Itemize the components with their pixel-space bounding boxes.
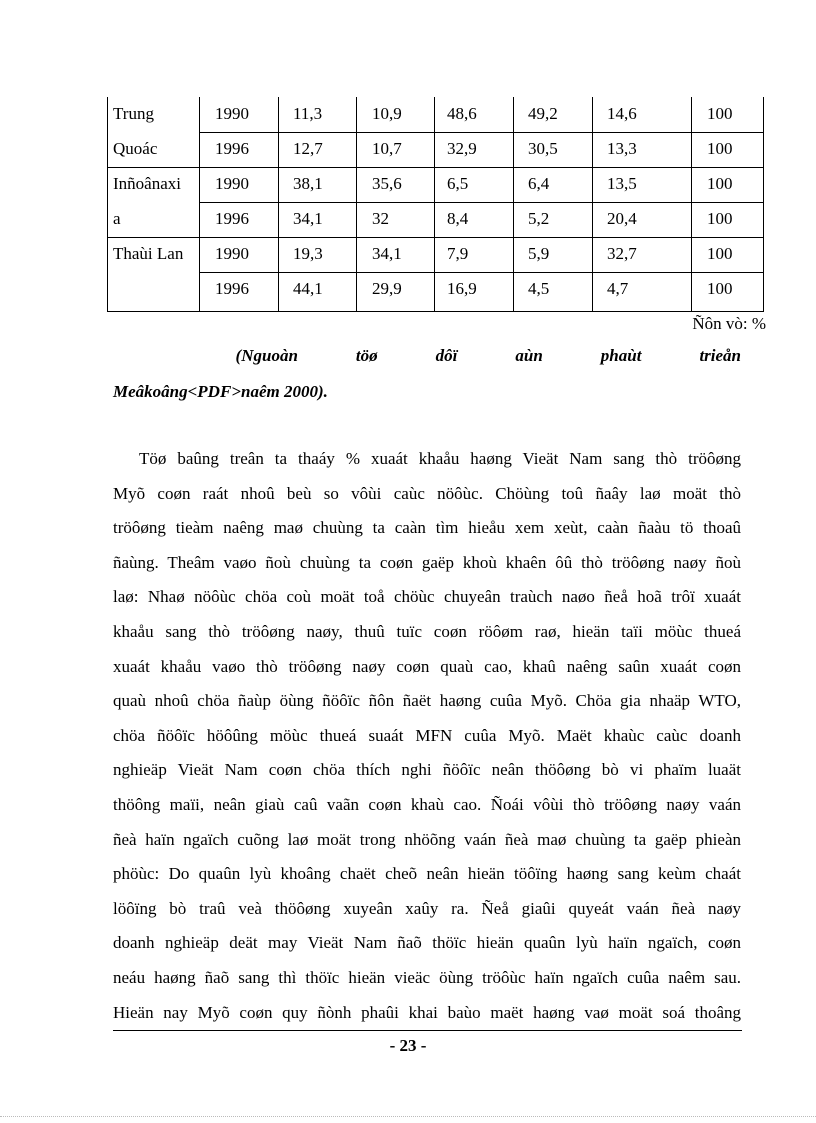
table-cell: 44,1 <box>293 279 323 298</box>
table-cell: 100 <box>707 104 733 123</box>
table-cell: 29,9 <box>372 279 402 298</box>
table-cell: 32,7 <box>607 244 637 263</box>
table-cell: 38,1 <box>293 174 323 193</box>
table-cell: 1990 <box>215 174 249 193</box>
table-cell: 16,9 <box>447 279 477 298</box>
table-cell: 1990 <box>215 104 249 123</box>
paragraph-line: doanh nghieäp deät may Vieät Nam ñaõ thöïc hieän quaûn lyù haïn ngaïch, coøn <box>113 933 741 953</box>
source-word: dôï <box>435 346 458 365</box>
table-cell: 1990 <box>215 244 249 263</box>
paragraph-line: phöùc: Do quaûn lyù khoâng chaët cheõ neân hieän töôïng haøng sang keùm chaát <box>113 864 741 884</box>
table-cell: 19,3 <box>293 244 323 263</box>
table-country-cell: Thaùi Lan <box>113 244 184 263</box>
source-citation-line1 <box>113 346 741 370</box>
source-word: töø <box>355 346 378 365</box>
table-cell: 100 <box>707 139 733 158</box>
table-cell: 100 <box>707 209 733 228</box>
paragraph-line: Hieän nay Myõ coøn quy ñònh phaûi khai baùo maët haøng vaø moät soá thoâng <box>113 1002 741 1022</box>
table-column-border <box>691 97 692 312</box>
table-cell: 20,4 <box>607 209 637 228</box>
paragraph-line: löôïng bò traû veà thöôøng xuyeân xaûy ra. Ñeå giaûi quyeát vaán ñeà naøy <box>113 898 741 918</box>
table-cell: 13,5 <box>607 174 637 193</box>
table-cell: 34,1 <box>372 244 402 263</box>
table-row-border <box>107 237 764 238</box>
table-country-cell: Inñoânaxi <box>113 174 181 193</box>
table-cell: 1996 <box>215 139 249 158</box>
table-cell: 48,6 <box>447 104 477 123</box>
unit-note: Ñôn vò: % <box>692 314 766 333</box>
table-row-border <box>107 311 764 312</box>
table-cell: 4,5 <box>528 279 550 298</box>
paragraph-line: ñaùng. Theâm vaøo ñoù chuùng ta coøn gaëp khoù khaên ôû thò tröôøng naøy ñoù <box>113 552 741 572</box>
table-cell: 8,4 <box>447 209 469 228</box>
paragraph-line: quaù nhoû chöa ñaùp öùng ñöôïc ñôn ñaët haøng cuûa Myõ. Chöa gia nhaäp WTO, <box>113 691 741 711</box>
table-cell: 5,2 <box>528 209 550 228</box>
footer-rule <box>113 1030 742 1031</box>
table-cell: 10,9 <box>372 104 402 123</box>
table-column-border <box>763 97 764 312</box>
table-cell: 11,3 <box>293 104 323 123</box>
page-number: - 23 - <box>389 1036 427 1055</box>
table-cell: 32 <box>372 209 389 228</box>
table-cell: 100 <box>707 279 733 298</box>
table-column-border <box>356 97 357 312</box>
table-row-border <box>199 272 764 273</box>
table-cell: 100 <box>707 244 733 263</box>
table-column-border <box>107 97 108 312</box>
paragraph-line: khaåu sang thò tröôøng naøy, thuû tuïc coøn röôøm raø, hieän taïi möùc thueá <box>113 621 741 641</box>
paragraph-line: ñeà haïn ngaïch cuõng laø moät trong nhöõng vaán ñeà maø chuùng ta gaëp phieàn <box>113 829 741 849</box>
paragraph-line: nghieäp Vieät Nam coøn chöa thích nghi ñöôïc neân thöôøng bò vi phaïm luaät <box>113 760 741 780</box>
table-cell: 5,9 <box>528 244 550 263</box>
table-column-border <box>434 97 435 312</box>
paragraph-line: Myõ coøn raát nhoû beù so vôùi caùc nöôùc. Chöùng toû ñaây laø moät thò <box>113 483 741 503</box>
table-country-cell: Quoác <box>113 139 158 158</box>
table-column-border <box>513 97 514 312</box>
page-bottom-edge <box>0 1116 816 1117</box>
table-cell: 1996 <box>215 279 249 298</box>
table-cell: 32,9 <box>447 139 477 158</box>
table-row-border <box>199 132 764 133</box>
table-cell: 14,6 <box>607 104 637 123</box>
table-cell: 100 <box>707 174 733 193</box>
paragraph-line: tröôøng tieàm naêng maø chuùng ta caàn tìm hieåu xem xeùt, caàn ñaàu tö thoaû <box>113 518 741 538</box>
table-cell: 4,7 <box>607 279 629 298</box>
table-cell: 12,7 <box>293 139 323 158</box>
table-cell: 35,6 <box>372 174 402 193</box>
table-cell: 30,5 <box>528 139 558 158</box>
table-cell: 10,7 <box>372 139 402 158</box>
paragraph-line: thöông maïi, neân giaù caû vaãn coøn khaù cao. Ñoái vôùi thò tröôøng naøy vaán <box>113 794 741 814</box>
source-word: trieån <box>699 346 741 365</box>
source-citation-line2: Meâkoâng<PDF>naêm 2000). <box>113 382 328 401</box>
table-country-cell: a <box>113 209 121 228</box>
table-cell: 13,3 <box>607 139 637 158</box>
table-row-border <box>107 167 764 168</box>
source-word: (Nguoàn <box>235 346 298 365</box>
paragraph-line: neáu haøng ñaõ sang thì thöïc hieän vieäc öùng tröôùc haïn ngaïch cuûa naêm sau. <box>113 967 741 987</box>
export-share-table <box>107 97 764 312</box>
source-word: aùn <box>515 346 543 365</box>
paragraph-line: laø: Nhaø nöôùc chöa coù moät toå chöùc chuyeân traùch naøo ñeå hoã trôï xuaát <box>113 587 741 607</box>
table-column-border <box>592 97 593 312</box>
table-column-border <box>199 97 200 312</box>
table-cell: 1996 <box>215 209 249 228</box>
table-country-cell: Trung <box>113 104 154 123</box>
table-column-border <box>278 97 279 312</box>
table-cell: 6,5 <box>447 174 469 193</box>
paragraph-line: xuaát khaåu vaøo thò tröôøng naøy coøn quaù cao, khaû naêng saûn xuaát coøn <box>113 656 741 676</box>
table-cell: 7,9 <box>447 244 469 263</box>
table-cell: 49,2 <box>528 104 558 123</box>
source-word: phaùt <box>600 346 642 365</box>
paragraph-line: chöa ñöôïc höôûng möùc thueá suaát MFN cuûa Myõ. Maët khaùc caùc doanh <box>113 725 741 745</box>
table-row-border <box>199 202 764 203</box>
table-cell: 6,4 <box>528 174 550 193</box>
paragraph-line: Töø baûng treân ta thaáy % xuaát khaåu haøng Vieät Nam sang thò tröôøng <box>139 449 741 468</box>
table-cell: 34,1 <box>293 209 323 228</box>
body-paragraph <box>113 447 741 1035</box>
